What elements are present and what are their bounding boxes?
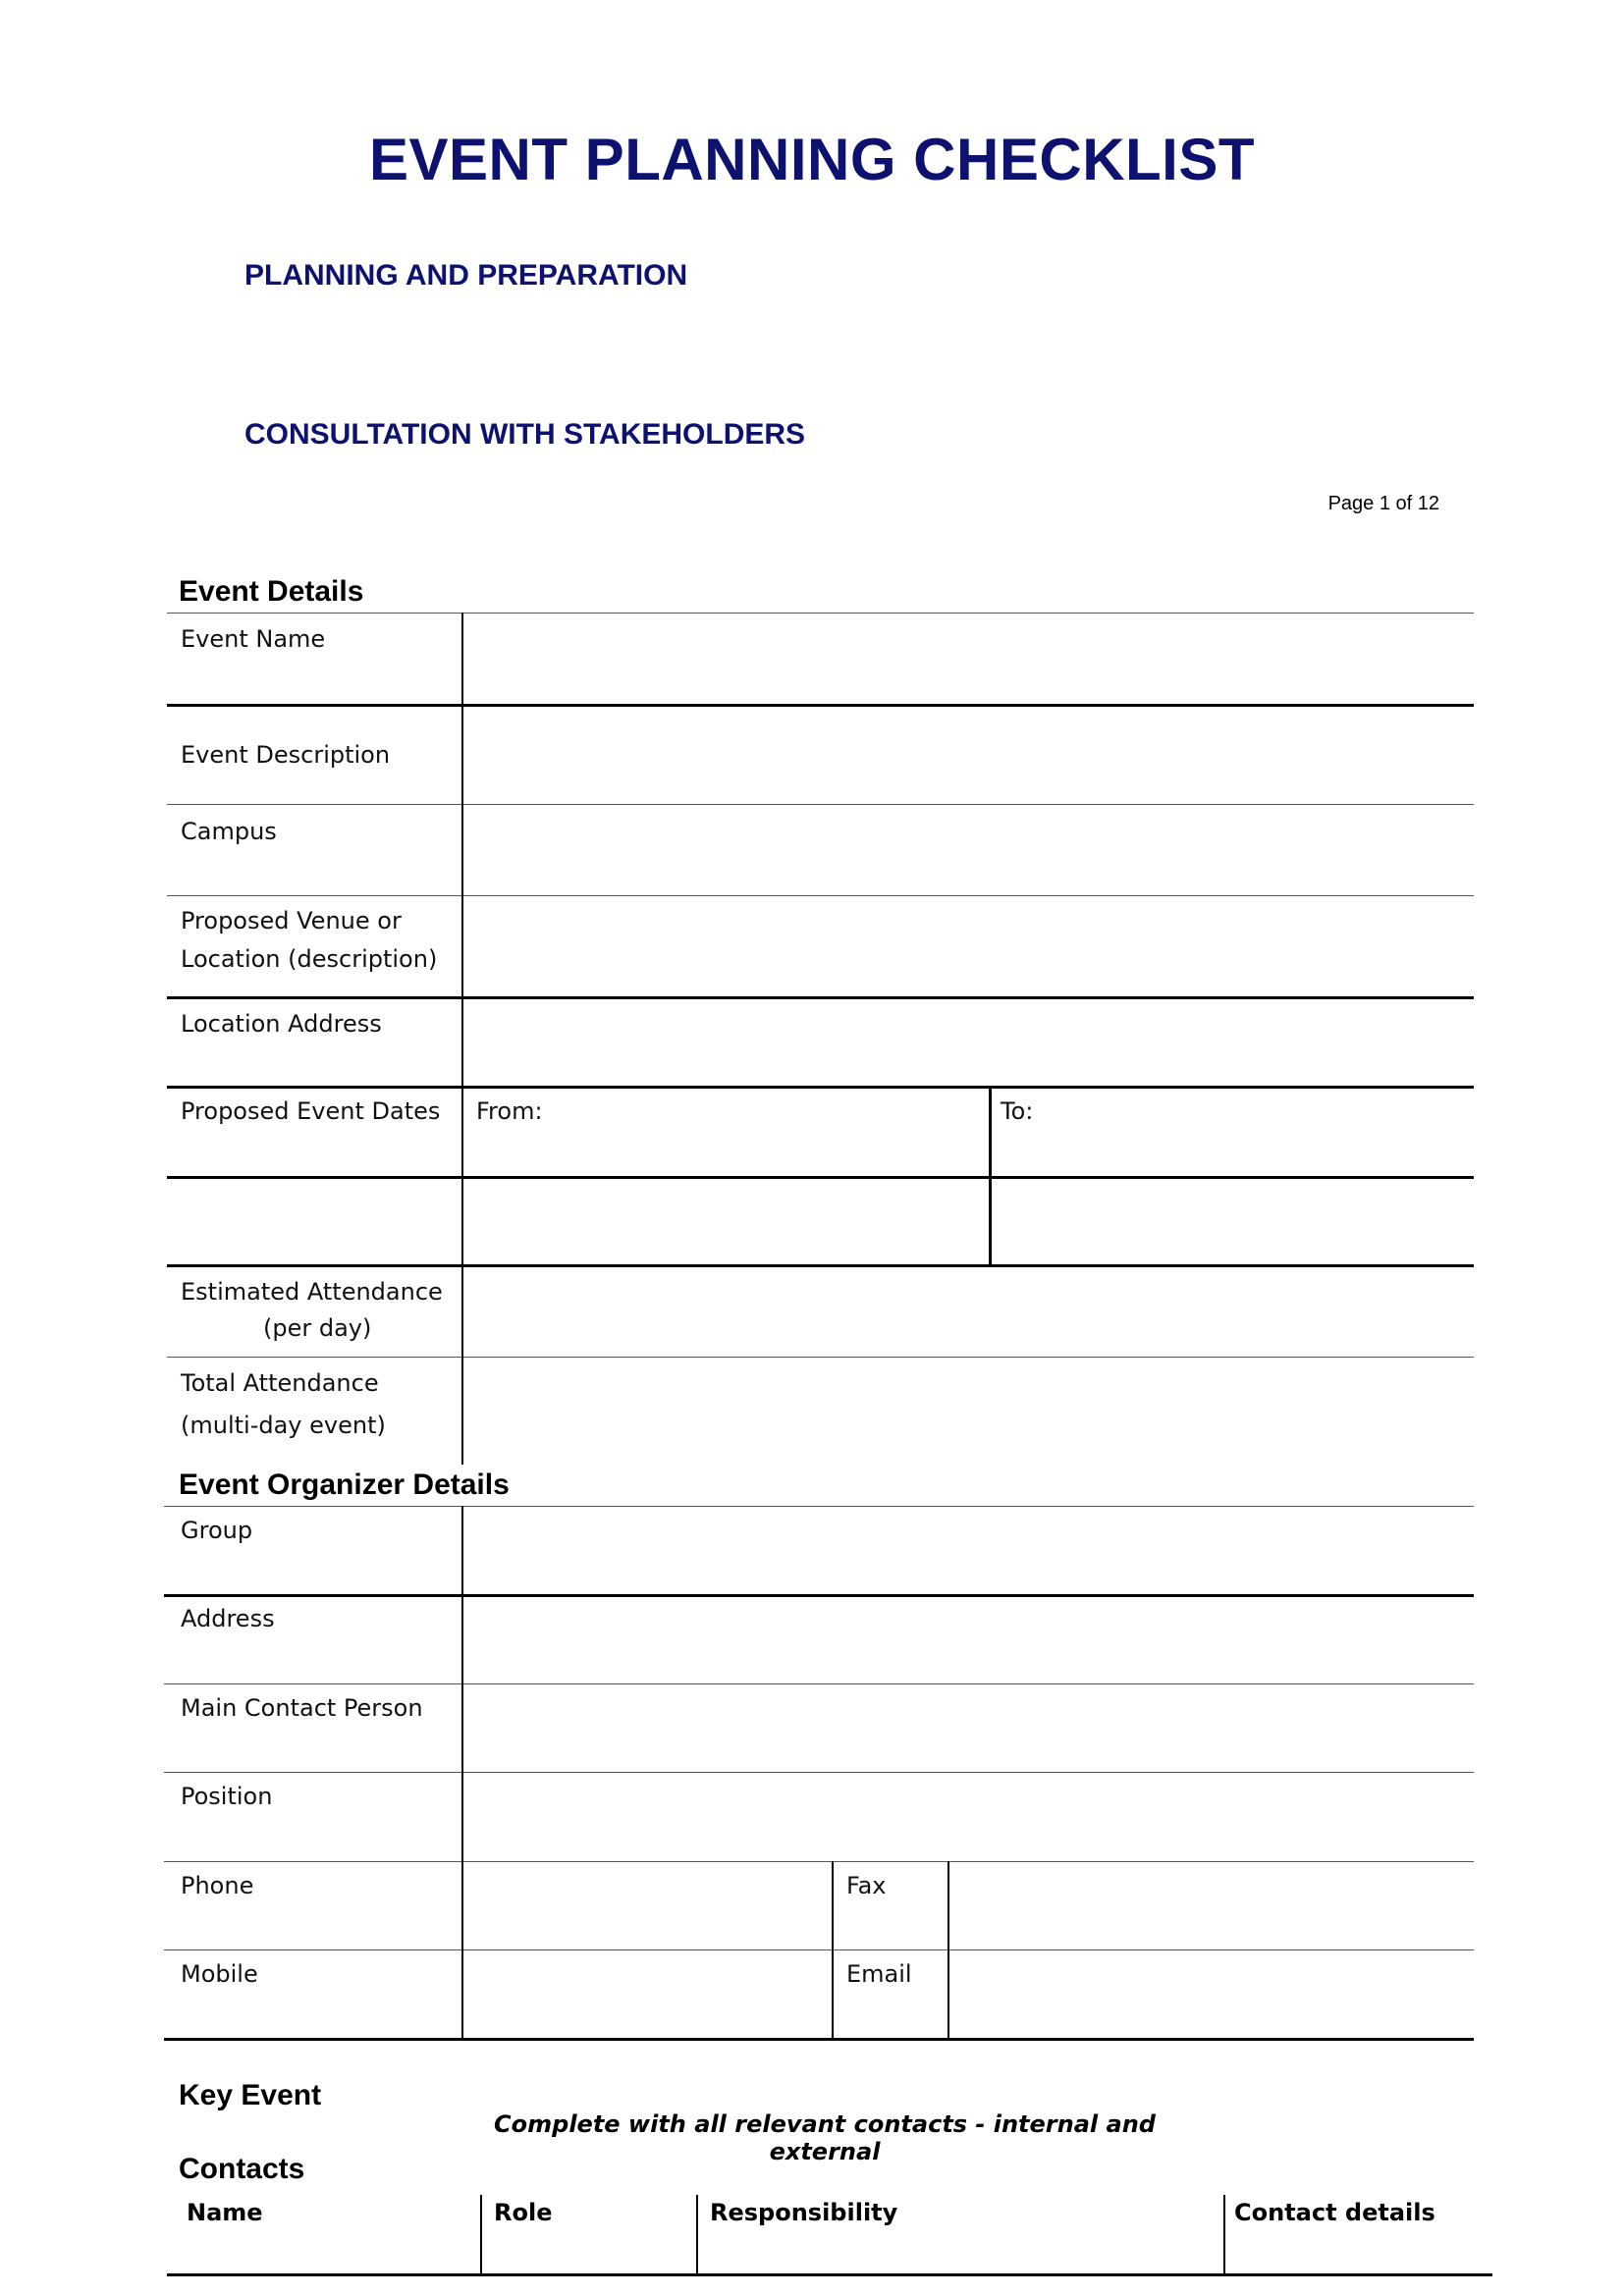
event-details-heading: Event Details: [179, 575, 364, 608]
table-rule: [167, 704, 1474, 707]
table-rule: [164, 1683, 1474, 1684]
table-column-divider: [461, 613, 463, 1465]
contacts-column-responsibility: Responsibility: [710, 2199, 898, 2226]
table-rule: [164, 2038, 1474, 2041]
table-column-divider: [461, 1506, 463, 2040]
table-rule: [167, 1176, 1474, 1179]
section-subtitle-planning: PLANNING AND PREPARATION: [244, 259, 688, 292]
page-indicator: Page 1 of 12: [1327, 493, 1439, 514]
table-rule: [164, 1949, 1474, 1950]
table-column-divider: [947, 1861, 949, 2040]
table-column-divider: [989, 1086, 992, 1266]
table-rule: [167, 1357, 1474, 1358]
label-venue-line2: Location (description): [181, 945, 438, 973]
table-rule: [167, 1086, 1474, 1089]
label-group: Group: [181, 1517, 253, 1544]
label-position: Position: [181, 1783, 273, 1810]
label-estimated-attendance-line1: Estimated Attendance: [181, 1278, 443, 1306]
section-subtitle-consultation: CONSULTATION WITH STAKEHOLDERS: [244, 418, 806, 451]
label-main-contact-person: Main Contact Person: [181, 1694, 423, 1722]
label-total-attendance-line2: (multi-day event): [181, 1412, 386, 1439]
label-fax: Fax: [846, 1872, 887, 1899]
label-proposed-event-dates: Proposed Event Dates: [181, 1097, 441, 1125]
table-column-divider: [832, 1861, 834, 2040]
table-rule: [164, 1861, 1474, 1862]
key-contacts-heading-line2: Contacts: [179, 2153, 305, 2185]
table-column-divider: [696, 2195, 698, 2275]
table-column-divider: [1223, 2195, 1225, 2275]
organizer-details-heading: Event Organizer Details: [179, 1468, 510, 1501]
document-title: EVENT PLANNING CHECKLIST: [368, 127, 1256, 192]
table-rule: [164, 1594, 1474, 1597]
label-date-from: From:: [476, 1097, 543, 1125]
table-column-divider: [480, 2195, 482, 2275]
label-phone: Phone: [181, 1872, 254, 1899]
key-contacts-note: Complete with all relevant contacts - internal and external: [494, 2110, 1156, 2165]
label-location-address: Location Address: [181, 1010, 382, 1038]
table-rule: [167, 804, 1474, 805]
label-mobile: Mobile: [181, 1960, 258, 1988]
label-event-description: Event Description: [181, 741, 391, 769]
table-rule: [167, 2273, 1492, 2276]
table-rule: [167, 1264, 1474, 1267]
label-date-to: To:: [1001, 1097, 1034, 1125]
table-rule: [167, 613, 1474, 614]
label-email: Email: [846, 1960, 912, 1988]
label-venue-line1: Proposed Venue or: [181, 907, 402, 934]
contacts-column-name: Name: [187, 2199, 263, 2226]
contacts-column-role: Role: [494, 2199, 553, 2226]
label-total-attendance-line1: Total Attendance: [181, 1369, 379, 1397]
label-estimated-attendance-line2: (per day): [263, 1314, 372, 1342]
contacts-column-contact-details: Contact details: [1234, 2199, 1435, 2226]
table-rule: [164, 1506, 1474, 1507]
table-rule: [167, 996, 1474, 999]
label-address: Address: [181, 1605, 275, 1632]
key-contacts-heading-line1: Key Event: [179, 2079, 322, 2111]
label-event-name: Event Name: [181, 625, 326, 653]
table-rule: [164, 1772, 1474, 1773]
label-campus: Campus: [181, 818, 277, 845]
table-rule: [167, 895, 1474, 896]
